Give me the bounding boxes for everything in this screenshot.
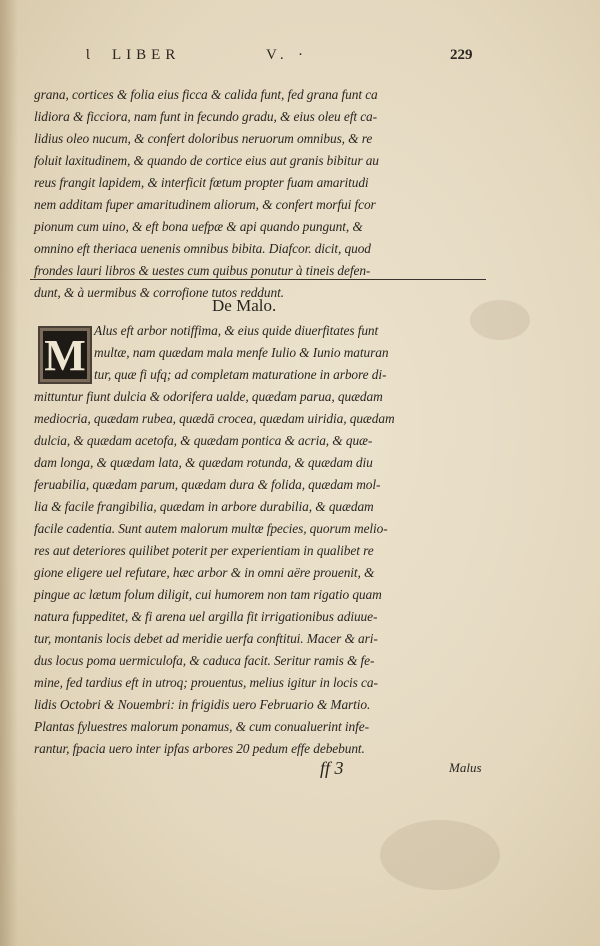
header-book: LIBER — [112, 47, 181, 63]
text-line: lia & facile frangibilia, quædam in arbore durabilia, & quædam — [34, 499, 374, 514]
initial-letter: M — [44, 330, 86, 380]
text-line: facile cadentia. Sunt autem malorum multæ fpecies, quorum melio- — [34, 521, 388, 536]
page-gutter-shadow — [0, 0, 18, 946]
text-line: pionum cum uino, & eft bona uefpæ & api quando pungunt, & — [34, 219, 363, 234]
signature-mark: ff 3 — [320, 758, 344, 778]
text-line: tur, quæ fi ufq; ad completam maturatione in arbore di- — [94, 367, 387, 382]
text-line: lidis Octobri & Nouembri: in frigidis uero Februario & Martio. — [34, 697, 371, 712]
text-line: pingue ac lætum folum diligit, cui humorem non tam rigatio quam — [34, 587, 382, 602]
text-line: mediocria, quædam rubea, quædā crocea, quædam uiridia, quædam — [34, 411, 395, 426]
stain — [470, 300, 530, 340]
catchword: Malus — [449, 760, 482, 775]
text-line: gione eligere uel refutare, hæc arbor & in omni aëre prouenit, & — [34, 565, 375, 580]
text-line: dus locus poma uermiculofa, & caduca facit. Seritur ramis & fe- — [34, 653, 375, 668]
text-line: dunt, & à uermibus & corrofione tutos reddunt. — [34, 285, 284, 300]
text-line: lidius oleo nucum, & confert doloribus neruorum omnibus, & re — [34, 131, 373, 146]
text-line: Plantas fyluestres malorum ponamus, & cum conualuerint infe- — [34, 719, 369, 734]
text-line: foluit laxitudinem, & quando de cortice eius aut granis bibitur au — [34, 153, 379, 168]
stain — [380, 820, 500, 890]
text-line: reus frangit lapidem, & interficit fœtum propter fuam amaritudi — [34, 175, 369, 190]
header-ornament-left: Ɩ — [86, 47, 90, 63]
text-line: dulcia, & quædam acetofa, & quædam pontica & acria, & quæ- — [34, 433, 373, 448]
text-line: dam longa, & quædam lata, & quædam rotunda, & quædam diu — [34, 455, 373, 470]
text-line: grana, cortices & folia eius ficca & calida funt, fed grana funt ca — [34, 87, 378, 102]
text-line: mine, fed tardius eft in utroq; prouentus, melius igitur in locis ca- — [34, 675, 378, 690]
decorated-initial — [38, 326, 92, 384]
text-line: feruabilia, quædam parum, quædam dura & folida, quædam mol- — [34, 477, 381, 492]
text-line: tur, montanis locis debet ad meridie uerfa conftitui. Macer & ari- — [34, 631, 378, 646]
text-line: natura fuppeditet, & fi arena uel argilla fit irrigationibus adiuue- — [34, 609, 378, 624]
folio-number: 229 — [450, 47, 473, 63]
handwritten-underline — [30, 279, 486, 280]
text-line: multæ, nam quædam mala menfe Iulio & Iunio maturan — [94, 345, 389, 360]
text-line: nem additam fuper amaritudinem aliorum, & confert morfui fcor — [34, 197, 376, 212]
section-title: De Malo. — [212, 296, 277, 315]
text-line: lidiora & ficciora, nam funt in fecundo gradu, & eius oleu eft ca- — [34, 109, 378, 124]
text-line: frondes lauri libros & uestes cum quibus ponutur à tineis defen- — [34, 263, 371, 278]
text-line: mittuntur fiunt dulcia & odorifera ualde, quædam parua, quædam — [34, 389, 383, 404]
header-book-number: V. — [266, 47, 289, 63]
text-line: Alus eft arbor notiffima, & eius quide diuerfitates funt — [94, 323, 379, 338]
text-line: rantur, fpacia uero inter ipfas arbores 20 pedum effe debebunt. — [34, 741, 365, 756]
text-line: res aut deteriores quilibet poterit per experientiam in qualibet re — [34, 543, 374, 558]
header-ornament-right: · — [298, 47, 303, 63]
text-line: omnino eft theriaca uenenis omnibus bibita. Diafcor. dicit, quod — [34, 241, 371, 256]
